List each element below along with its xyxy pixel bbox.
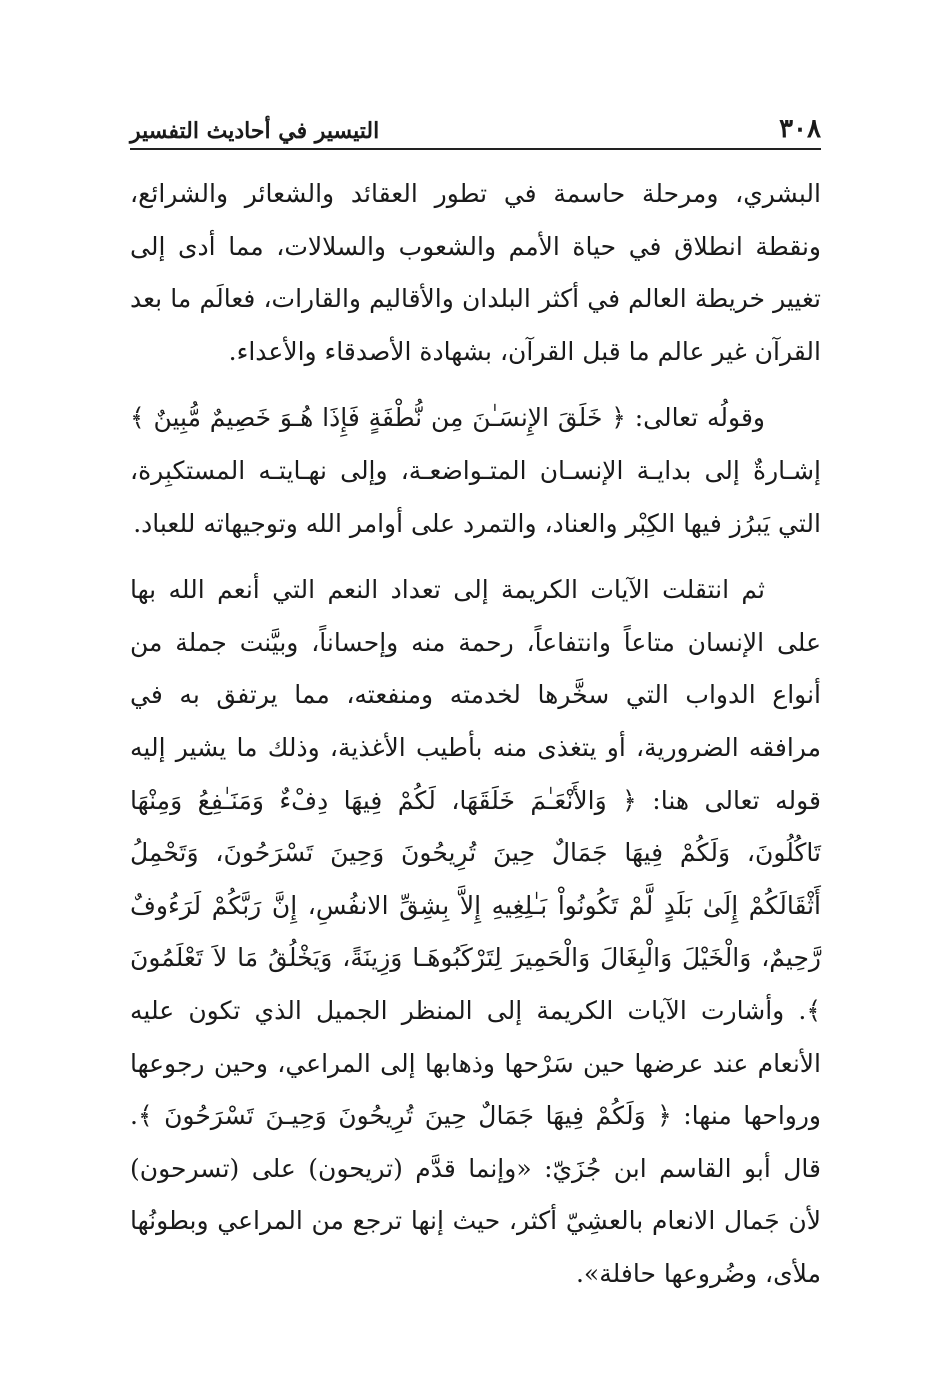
text-segment: . قال أبو القاسم ابن جُزَيّ: «وإنما قدَّم (تريحون) على (تسرحون) لأن جَمال الانعام بالعشِيّ أكثر، حيث إنها ترجع من المراعي وبطونُها ملأى، وضُروعها حافلة». (130, 1101, 821, 1288)
quran-verse: ﴿ وَلَكُمْ فِيهَا جَمَالٌ حِينَ تُرِيحُونَ وَحِيـنَ تَسْرَحُونَ ﴾ (137, 1101, 672, 1131)
quran-verse: ﴿ خَلَقَ الإِنسَـٰنَ مِن نُّطْفَةٍ فَإِذَا هُـوَ خَصِيمٌ مُّبِينٌ ﴾ (130, 403, 626, 433)
paragraph-3 (130, 564, 821, 1300)
page-number: ٣٠٨ (779, 114, 821, 144)
book-title: التيسير في أحاديث التفسير (130, 118, 380, 144)
text-segment: ثم انتقلت الآيات الكريمة إلى تعداد النعم التي أنعم الله بها على الإنسان متاعاً وانتفاعاً، رحمة منه وإحساناً، وبيَّنت جملة من أنواع الدواب التي سخَّرها لخدمته ومنفعته، مما يرتفق به في مرافقه الضرورية، أو يتغذى منه بأطيب الأغذية، وذلك ما يشير إليه قوله تعالى هنا: (130, 575, 821, 815)
paragraph-2 (130, 392, 821, 550)
body-text (130, 168, 821, 1300)
text-segment: البشري، ومرحلة حاسمة في تطور العقائد والشعائر والشرائع، ونقطة انطلاق في حياة الأمم والشعوب والسلالات، مما أدى إلى تغيير خريطة العالم في أكثر البلدان والأقاليم والقارات، فعالَم ما بعد القرآن غير عالم ما قبل القرآن، بشهادة الأصدقاء والأعداء. (130, 179, 821, 366)
running-header (130, 100, 821, 150)
text-segment: . وأشارت الآيات الكريمة إلى المنظر الجميل الذي تكون عليه الأنعام عند عرضها حين سَرْحها وذهابها إلى المراعي، وحين رجوعها ورواحها منها: (130, 995, 821, 1131)
paragraph-1 (130, 168, 821, 378)
text-segment: إشـارةٌ إلى بدايـة الإنسـان المتـواضعـة، وإلى نهـايتـه المستكبِرة، التي يَبرُز فيها الكِبْر والعناد، والتمرد على أوامر الله وتوجيهاته للعباد. (130, 455, 821, 538)
quran-verse: ﴿ وَالأَنْعَـٰمَ خَلَقَهَا، لَكُمْ فِيهَا دِفْءٌ وَمَنَـٰفِعُ وَمِنْهَا تَاكُلُونَ، وَلَكُمْ فِيهَا جَمَالٌ حِينَ تُرِيحُونَ وَحِينَ تَسْرَحُونَ، وَتَحْمِلُ أَثْقَالَكُمْ إِلَىٰ بَلَدٍ لَّمْ تَكُونُواْ بَـٰلِغِيهِ إِلاَّ بِشِقِّ الانفُسِ، إِنَّ رَبَّكُمْ لَرَءُوفٌ رَّحِيمٌ، وَالْخَيْلَ وَالْبِغَالَ وَالْحَمِيرَ لِتَرْكَبُوهَـا وَزِينَةً، وَيَخْلُقُ مَا لاَ تَعْلَمُونَ ﴾ (130, 785, 821, 1025)
text-segment: وقولُه تعالى: (625, 403, 765, 433)
